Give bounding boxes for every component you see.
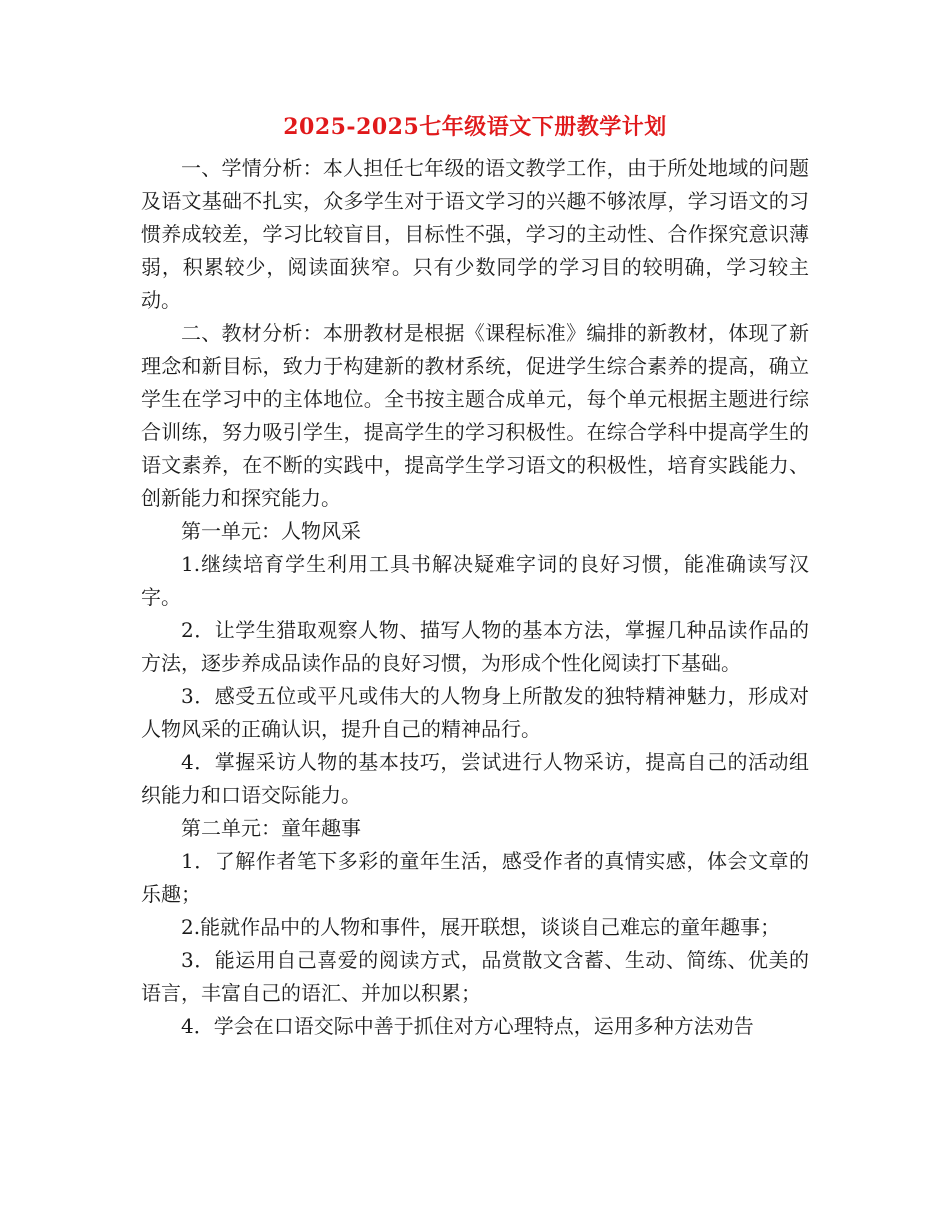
paragraph-textbook-analysis: 二、教材分析：本册教材是根据《课程标准》编排的新教材，体现了新理念和新目标，致力于构建新的教材系统，促进学生综合素养的提高，确立学生在学习中的主体地位。全书按主题合成单元，每个单元根据主题进行综合训练，努力吸引学生，提高学生的学习积极性。在综合学科中提高学生的语文素养，在不断的实践中，提高学生学习语文的积极性，培育实践能力、创新能力和探究能力。	[141, 321, 809, 510]
document-title: 2025-2025七年级语文下册教学计划	[283, 114, 667, 140]
unit-two-item-1: 1．了解作者笔下多彩的童年生活，感受作者的真情实感，体会文章的乐趣；	[141, 849, 809, 906]
paragraph-learning-analysis: 一、学情分析：本人担任七年级的语文教学工作，由于所处地域的问题及语文基础不扎实，众多学生对于语文学习的兴趣不够浓厚，学习语文的习惯养成较差，学习比较盲目，目标性不强，学习的主动性、合作探究意识薄弱，积累较少，阅读面狭窄。只有少数同学的学习目的较明确，学习较主动。	[141, 156, 809, 312]
unit-one-item-2: 2．让学生猎取观察人物、描写人物的基本方法，掌握几种品读作品的方法，逐步养成品读作品的良好习惯，为形成个性化阅读打下基础。	[141, 618, 809, 675]
unit-one-item-1: 1.继续培育学生利用工具书解决疑难字词的良好习惯，能准确读写汉字。	[141, 552, 809, 609]
unit-two-item-2: 2.能就作品中的人物和事件，展开联想，谈谈自己难忘的童年趣事；	[181, 915, 781, 939]
document-body	[141, 152, 809, 1043]
unit-two-item-4: 4．学会在口语交际中善于抓住对方心理特点，运用多种方法劝告	[181, 1014, 754, 1038]
unit-two-heading: 第二单元：童年趣事	[181, 816, 361, 840]
unit-one-item-4: 4．掌握采访人物的基本技巧，尝试进行人物采访，提高自己的活动组织能力和口语交际能力。	[141, 750, 809, 807]
unit-one-heading: 第一单元：人物风采	[181, 519, 361, 543]
unit-two-item-3: 3．能运用自己喜爱的阅读方式，品赏散文含蓄、生动、简练、优美的语言，丰富自己的语汇、并加以积累；	[141, 948, 809, 1005]
unit-one-item-3: 3．感受五位或平凡或伟大的人物身上所散发的独特精神魅力，形成对人物风采的正确认识，提升自己的精神品行。	[141, 684, 809, 741]
